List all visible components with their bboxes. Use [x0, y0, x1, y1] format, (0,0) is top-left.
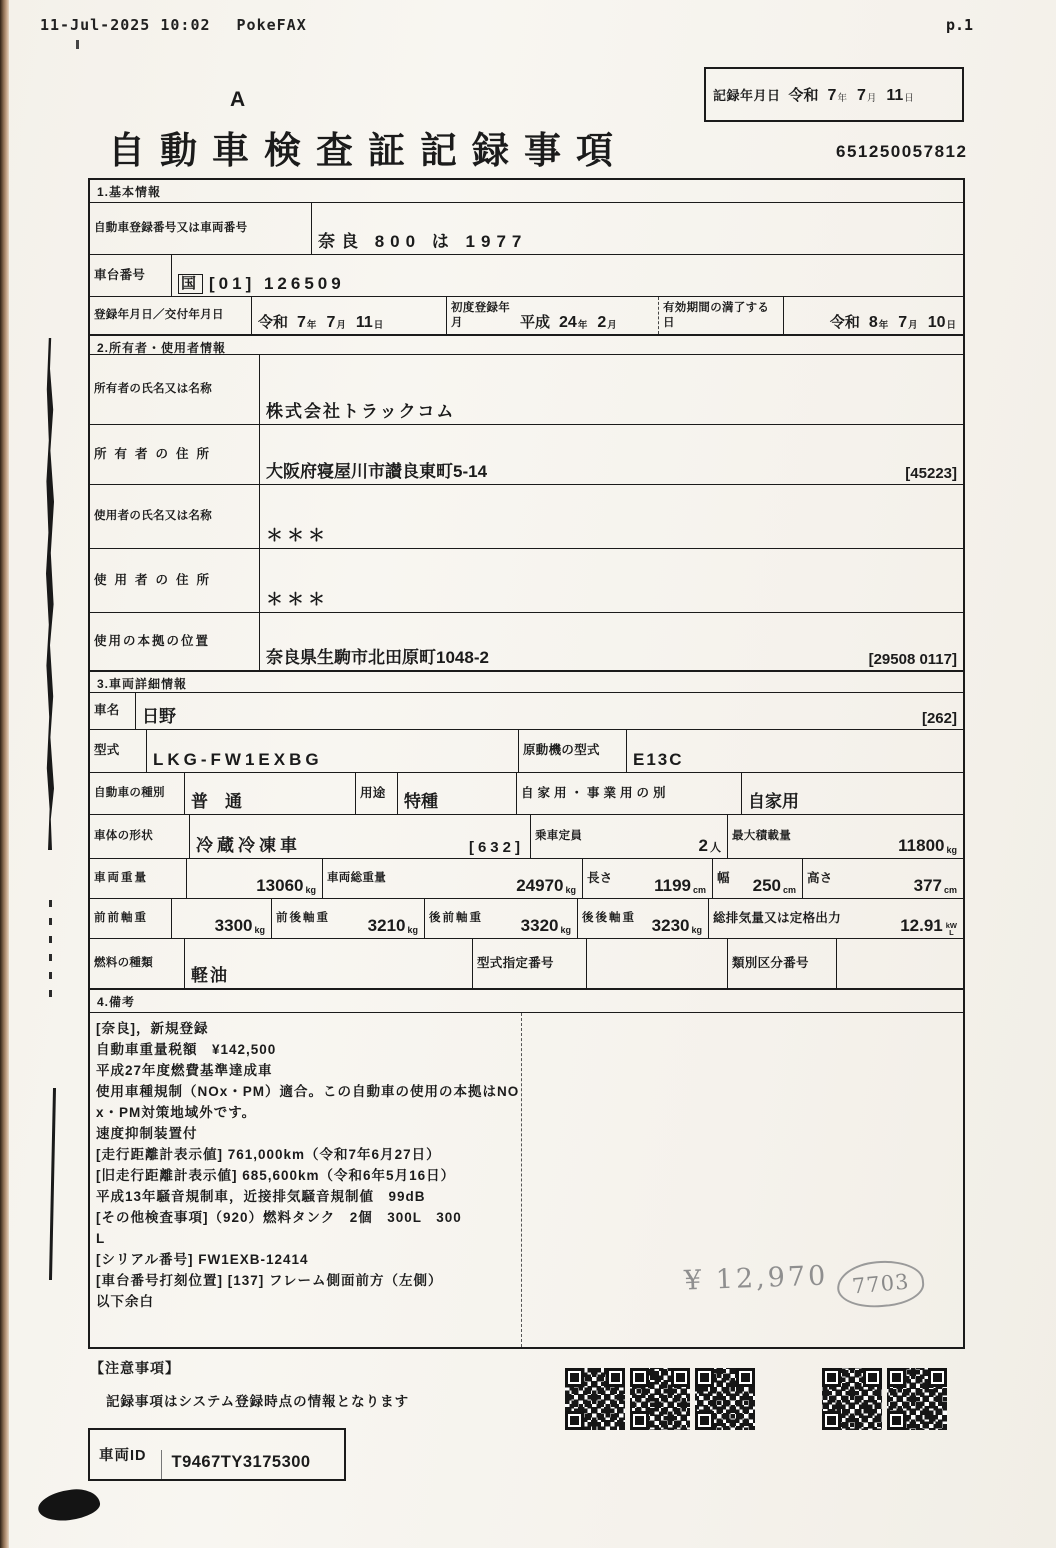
- doc-marker: A: [230, 88, 246, 111]
- section-remarks-heading: 4.備考: [97, 995, 136, 1009]
- ink-smudge: [76, 40, 79, 49]
- user-name-label: 使用者の氏名又は名称: [90, 485, 260, 548]
- category-label: 自動車の種別: [90, 773, 185, 814]
- scan-edge-strip: [0, 0, 9, 1548]
- fax-page-number: p.1: [946, 16, 974, 34]
- ink-smudge: [49, 900, 52, 1005]
- axle-ff-label: 前前軸重: [90, 899, 172, 938]
- remarks-line: 使用車種規制（NOx・PM）適合。この自動車の使用の本拠はNO: [96, 1084, 520, 1099]
- body-shape-label: 車体の形状: [90, 815, 190, 858]
- section-vehicle-heading: 3.車両詳細情報: [97, 677, 188, 691]
- remarks-line: 自動車重量税額 ¥142,500: [96, 1042, 277, 1057]
- remarks-line: 速度抑制装置付: [96, 1126, 198, 1141]
- qr-code-icon: [565, 1368, 625, 1430]
- height-label: 高さ: [802, 859, 847, 898]
- category-value: 普 通: [191, 792, 242, 811]
- type-designation-label: 型式指定番号: [472, 939, 587, 988]
- section-remarks-header: [90, 988, 963, 1012]
- model-value: LKG-FW1EXBG: [153, 750, 323, 769]
- first-reg-label: 初度登録年月: [446, 297, 514, 334]
- engine-model-value: E13C: [633, 750, 684, 769]
- expiry-month: 7: [898, 314, 908, 331]
- user-name-value: ＊＊＊: [266, 526, 329, 545]
- use-value: 特種: [404, 792, 438, 811]
- capacity-label: 乗車定員: [530, 815, 610, 858]
- remarks-text-block: [90, 1013, 522, 1347]
- gross-weight-value: 24970: [516, 876, 564, 895]
- weight-row: 車両重量 13060 kg 車両総重量 24970 kg 長さ 1199 cm 幅 250 cm 高さ 377 cm: [90, 858, 963, 898]
- axle-fr-value: 3210: [367, 916, 406, 935]
- height-value: 377: [913, 876, 942, 895]
- use-label: 用途: [355, 773, 398, 814]
- axle-rf-value: 3320: [520, 916, 559, 935]
- max-load-value: 11800: [898, 836, 945, 855]
- axle-rf-label: 後前軸重: [424, 899, 505, 938]
- reg-date-label: 登録年月日／交付年月日: [90, 297, 252, 334]
- expiry-day: 10: [927, 314, 946, 331]
- base-location-code: [29508 0117]: [868, 651, 957, 668]
- displacement-value: 12.91: [900, 916, 943, 935]
- length-label: 長さ: [582, 859, 622, 898]
- record-date-day: 11: [886, 87, 904, 104]
- fuel-row: [90, 938, 963, 988]
- expiry-year: 8: [868, 314, 878, 331]
- owner-address-value: 大阪府寝屋川市讃良東町5-14: [266, 462, 488, 481]
- main-table: [88, 178, 965, 1349]
- section-basic-header: [90, 180, 963, 202]
- record-date-month: 7: [856, 87, 866, 104]
- doc-number: 651250057812: [836, 142, 968, 161]
- remarks-row: [90, 1012, 963, 1347]
- fax-header: [40, 16, 333, 34]
- remarks-line: L: [96, 1231, 106, 1246]
- owner-name-value: 株式会社トラックコム: [266, 402, 456, 421]
- user-name-row: [90, 484, 963, 548]
- vehicle-id-value: T9467TY3175300: [161, 1450, 311, 1479]
- notice-heading: 【注意事項】: [90, 1360, 180, 1376]
- remarks-line: [その他検査事項]（920）燃料タンク 2個 300L 300: [96, 1210, 462, 1225]
- remarks-line: 平成13年騒音規制車，近接排気騒音規制値 99dB: [96, 1189, 426, 1204]
- reg-date-year: 7: [297, 314, 306, 331]
- section-owner-header: [90, 334, 963, 354]
- length-value: 1199: [654, 876, 691, 895]
- category-row: [90, 772, 963, 814]
- fax-datetime: 11-Jul-2025 10:02: [40, 16, 211, 34]
- qr-code-icon: [822, 1368, 882, 1430]
- user-address-value: ＊＊＊: [266, 590, 329, 609]
- remarks-line: [走行距離計表示値] 761,000km（令和7年6月27日）: [96, 1147, 441, 1162]
- axle-ff-value: 3300: [214, 916, 253, 935]
- axle-rr-label: 後後軸重: [577, 899, 649, 938]
- record-date-box: 記録年月日 令和 7 年 7 月 11 日: [704, 67, 964, 122]
- fax-service-name: PokeFAX: [236, 16, 307, 34]
- displacement-label: 総排気量又は定格出力: [708, 899, 882, 938]
- user-address-row: [90, 548, 963, 612]
- expiry-label: 有効期間の満了する日: [658, 297, 784, 334]
- ownership-label: 自家用・事業用の別: [516, 773, 742, 814]
- reg-date-day: 11: [355, 314, 373, 331]
- width-value: 250: [752, 876, 781, 895]
- base-location-label: 使用の本拠の位置: [90, 613, 260, 670]
- type-designation-value: [587, 939, 727, 988]
- remarks-line: [旧走行距離計表示値] 685,600km（令和6年5月16日）: [96, 1168, 456, 1183]
- fuel-label: 燃料の種類: [90, 939, 185, 988]
- weight-value: 13060: [256, 876, 304, 895]
- car-name-code: [262]: [921, 710, 957, 727]
- remarks-line: x・PM対策地域外です。: [96, 1105, 257, 1120]
- base-location-row: [90, 612, 963, 670]
- page-title: 自動車検査証記録事項: [108, 130, 628, 171]
- base-location-value: 奈良県生駒市北田原町1048-2: [266, 648, 489, 667]
- car-name-label: 車名: [90, 693, 136, 729]
- width-label: 幅: [712, 859, 742, 898]
- owner-address-label: 所有者の住所: [90, 425, 260, 484]
- weight-label: 車両重量: [90, 859, 187, 898]
- axle-fr-label: 前後軸重: [271, 899, 352, 938]
- axle-rr-value: 3230: [651, 916, 690, 935]
- capacity-value: 2: [698, 836, 708, 855]
- chassis-number-prefix: 国: [178, 274, 203, 294]
- handwritten-amount: ¥ 12,970: [683, 1260, 829, 1297]
- ink-smudge: [49, 1088, 56, 1280]
- first-reg-month: 2: [597, 314, 607, 331]
- owner-address-code: [45223]: [905, 465, 957, 482]
- model-label: 型式: [90, 730, 147, 772]
- reg-date-month: 7: [326, 314, 336, 331]
- qr-code-icon: [887, 1368, 947, 1430]
- section-vehicle-header: [90, 670, 963, 692]
- first-reg-year: 24: [559, 314, 577, 331]
- class-number-label: 類別区分番号: [727, 939, 837, 988]
- car-name-row: [90, 692, 963, 729]
- max-load-label: 最大積載量: [732, 830, 791, 843]
- owner-name-label: 所有者の氏名又は名称: [90, 355, 260, 424]
- model-row: [90, 729, 963, 772]
- gross-weight-label: 車両総重量: [322, 859, 397, 898]
- remarks-line: [車台番号打刻位置] [137] フレーム側面前方（左側）: [96, 1273, 443, 1288]
- notice-text: 記録事項はシステム登録時点の情報となります: [106, 1394, 410, 1409]
- reg-number-value: 奈良 800 は 1977: [318, 232, 528, 251]
- car-name-value: 日野: [142, 707, 176, 726]
- class-number-value: [837, 939, 963, 988]
- vehicle-id-label: 車両ID: [99, 1448, 147, 1464]
- reg-number-label: 自動車登録番号又は車両番号: [90, 203, 312, 254]
- reg-number-row: [90, 202, 963, 254]
- body-shape-code: [632]: [468, 839, 524, 856]
- remarks-line: [シリアル番号] FW1EXB-12414: [96, 1252, 309, 1267]
- body-shape-row: 車体の形状 冷蔵冷凍車 [632] 乗車定員 2 人 最大積載量 11800 kg: [90, 814, 963, 858]
- user-address-label: 使用者の住所: [90, 549, 260, 612]
- record-date-era: 令和: [788, 87, 819, 104]
- record-date-label: 記録年月日: [713, 88, 781, 103]
- qr-code-icon: [630, 1368, 690, 1430]
- body-shape-value: 冷蔵冷凍車: [196, 836, 301, 855]
- engine-model-label: 原動機の型式: [518, 730, 627, 772]
- section-basic-heading: 1.基本情報: [97, 185, 162, 199]
- qr-code-icon: [695, 1368, 755, 1430]
- vehicle-id-box: [88, 1428, 346, 1481]
- axle-weight-row: 前前軸重 3300 kg 前後軸重 3210 kg 後前軸重 3320 kg 後後軸重 3230 kg 総排気量又は定格出力 12.91 kW L: [90, 898, 963, 938]
- record-date-year: 7: [827, 87, 837, 104]
- remarks-blank-area: [522, 1013, 963, 1347]
- remarks-line: 以下余白: [96, 1294, 154, 1309]
- ownership-value: 自家用: [748, 792, 799, 811]
- remarks-line: [奈良]，新規登録: [96, 1021, 209, 1036]
- chassis-number-row: [90, 254, 963, 296]
- chassis-number-label: 車台番号: [90, 255, 172, 296]
- section-owner-heading: 2.所有者・使用者情報: [97, 341, 227, 355]
- remarks-line: 平成27年度燃費基準達成車: [96, 1063, 273, 1078]
- handwritten-circled-number: 7703: [835, 1257, 926, 1310]
- owner-address-row: [90, 424, 963, 484]
- owner-name-row: [90, 354, 963, 424]
- fuel-value: 軽油: [191, 966, 229, 985]
- ink-smudge: [46, 338, 54, 850]
- chassis-number-value: [01] 126509: [209, 274, 345, 293]
- ink-smudge: [36, 1486, 101, 1523]
- dates-row: 登録年月日／交付年月日 令和 7 年 7 月 11 日 初度登録年月 平成 24 年 2 月 有効期間の満了する日 令和 8 年 7 月 10 日: [90, 296, 963, 334]
